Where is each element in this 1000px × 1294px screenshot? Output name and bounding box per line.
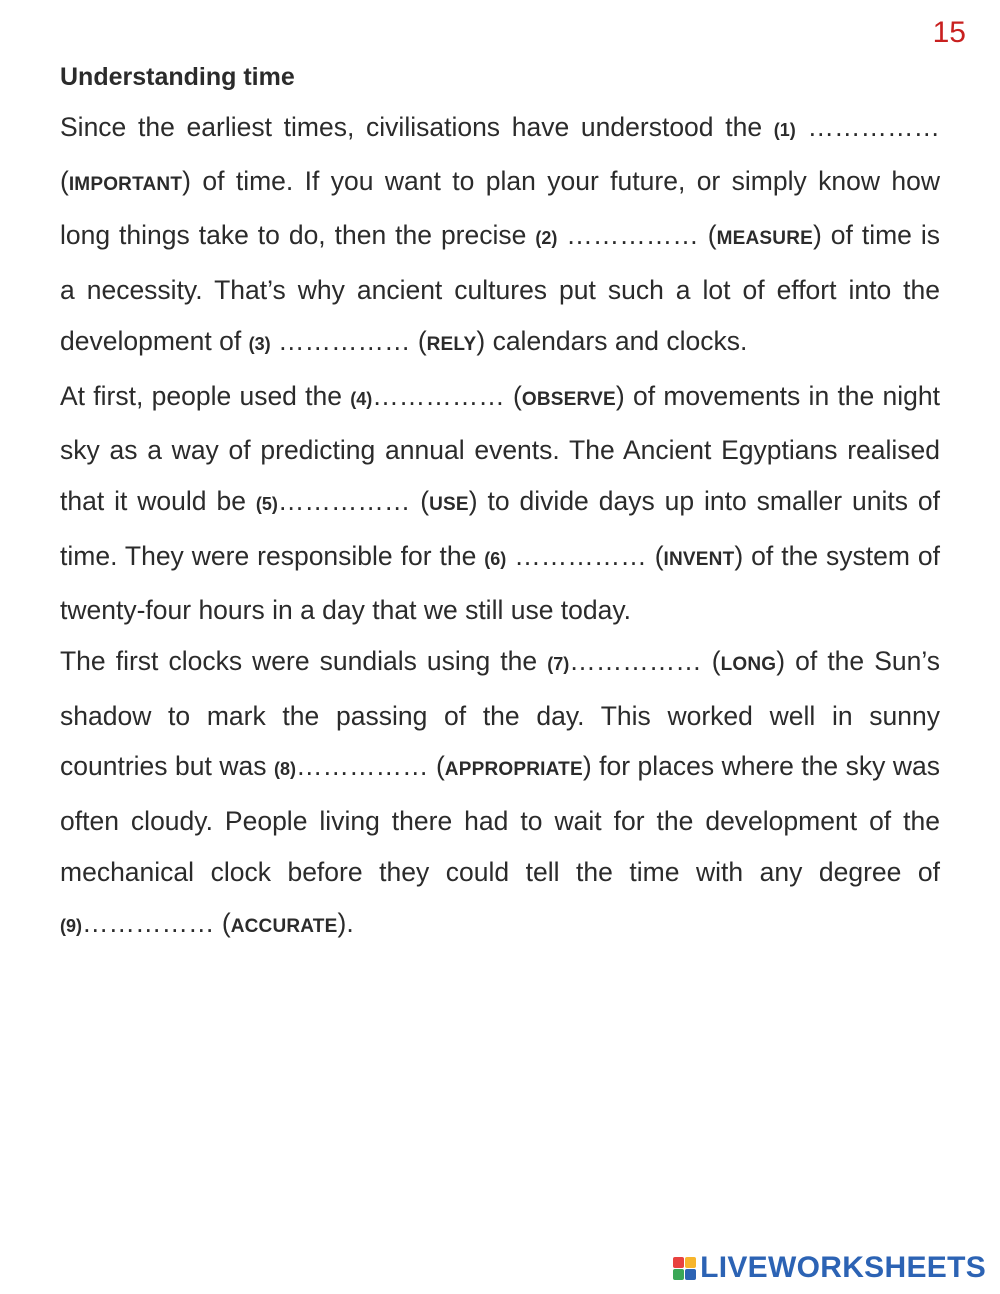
prompt-word: MEASURE <box>716 228 813 250</box>
prompt-word: RELY <box>426 333 477 355</box>
answer-blank[interactable]: …………… <box>514 540 647 571</box>
gap-number: (5) <box>255 493 278 514</box>
gap-number: (7) <box>547 654 570 675</box>
logo-square-icon <box>673 1257 684 1268</box>
logo-text: LIVEWORKSHEETS <box>700 1251 986 1284</box>
liveworksheets-logo[interactable] <box>673 1251 986 1285</box>
answer-blank[interactable]: …………… <box>277 485 411 516</box>
answer-blank[interactable]: …………… <box>372 380 505 411</box>
worksheet-content <box>60 52 940 952</box>
prompt-word: LONG <box>720 654 777 676</box>
prompt-word: OBSERVE <box>521 388 616 410</box>
liveworksheets-logo-icon <box>673 1257 696 1280</box>
prompt-word: APPROPRIATE <box>444 759 583 781</box>
paragraph-2: At first, people used the (4)…………… (OBSERVE) of movements in the night sky as a way of predicting annual events. The Ancient Egyptians realised that it would be (5)…………… (USE) to divide days up into smaller units of time. They were responsible for the (6) …………… (INVENT) of the system of twenty-four hours in a day that we still use today. <box>60 380 941 626</box>
answer-blank[interactable]: …………… <box>569 646 702 677</box>
prompt-word: INVENT <box>663 548 735 570</box>
gap-number: (9) <box>60 915 82 936</box>
answer-blank[interactable]: …………… <box>295 751 429 782</box>
answer-blank[interactable]: …………… <box>277 325 411 356</box>
gap-number: (1) <box>773 120 796 140</box>
gap-number: (4) <box>350 388 373 409</box>
logo-square-icon <box>673 1269 684 1280</box>
logo-square-icon <box>685 1257 696 1268</box>
paragraph-1: Since the earliest times, civilisations have understood the (1) …………… (IMPORTANT) of time. If you want to plan your future, or simply know how long things take to do, then the precise (2) …………… (MEASURE) of time is a necessity. That’s why ancient cultures put such a lot of effort into the development of (3) …………… (RELY) calendars and clocks. <box>60 112 940 356</box>
answer-blank[interactable]: …………… <box>566 220 699 251</box>
gap-number: (2) <box>535 228 558 249</box>
answer-blank[interactable]: …………… <box>807 112 940 142</box>
page-number: 15 <box>932 16 966 49</box>
prompt-word: USE <box>429 493 469 515</box>
prompt-word: IMPORTANT <box>68 173 183 195</box>
page-title: Understanding time <box>60 63 295 91</box>
gap-number: (8) <box>273 759 296 780</box>
gap-number: (3) <box>248 333 271 354</box>
logo-square-icon <box>685 1269 696 1280</box>
prompt-word: ACCURATE <box>230 915 338 937</box>
answer-blank[interactable]: …………… <box>82 907 215 938</box>
gap-number: (6) <box>484 548 507 569</box>
paragraph-3: The first clocks were sundials using the (7)…………… (LONG) of the Sun’s shadow to mark the passing of the day. This worked well in sunny countries but was (8)…………… (APPROPRIATE) for places where the sky was often cloudy. People living there had to wait for the development of the mechanical clock before they could tell the time with any degree of (9)…………… (ACCURATE). <box>60 646 941 938</box>
